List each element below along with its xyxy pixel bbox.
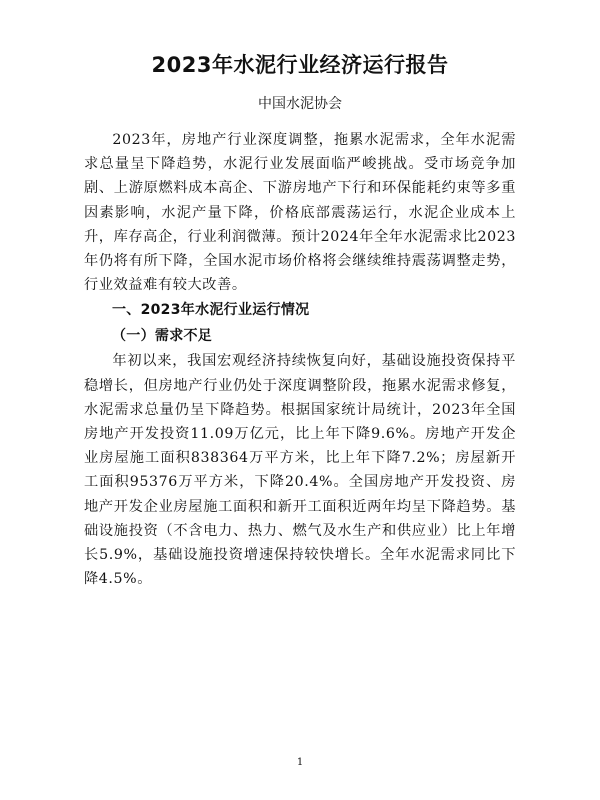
subsection-paragraph: 年初以来，我国宏观经济持续恢复向好，基础设施投资保持平稳增长，但房地产行业仍处于深度调整阶段，拖累水泥需求修复，水泥需求总量仍呈下降趋势。根据国家统计局统计，2023年全国房地产开发投资11.09万亿元，比上年下降9.6%。房地产开发企业房屋施工面积838364万平方米，比上年下降7.2%；房屋新开工面积95376万平方米，下降20.4%。全国房地产开发投资、房地产开发企业房屋施工面积和新开工面积近两年均呈下降趋势。基础设施投资（不含电力、热力、燃气及水生产和供应业）比上年增长5.9%，基础设施投资增速保持较快增长。全年水泥需求同比下降4.5%。 — [84, 353, 516, 588]
page-number: 1 — [296, 757, 304, 768]
document-title: 2023年水泥行业经济运行报告 — [151, 53, 449, 77]
document-author: 中国水泥协会 — [258, 96, 342, 112]
section-heading: 一、2023年水泥行业运行情况 — [112, 302, 310, 319]
subsection-heading: （一）需求不足 — [112, 328, 213, 345]
intro-paragraph: 2023年，房地产行业深度调整，拖累水泥需求，全年水泥需求总量呈下降趋势，水泥行业发展面临严峻挑战。受市场竞争加剧、上游原燃料成本高企、下游房地产下行和环保能耗约束等多重因素影响，水泥产量下降，价格底部震荡运行，水泥企业成本上升，库存高企，行业利润微薄。预计2024年全年水泥需求比2023年仍将有所下降，全国水泥市场价格将会继续维持震荡调整走势，行业效益难有较大改善。 — [84, 132, 516, 294]
document-body — [84, 128, 516, 591]
